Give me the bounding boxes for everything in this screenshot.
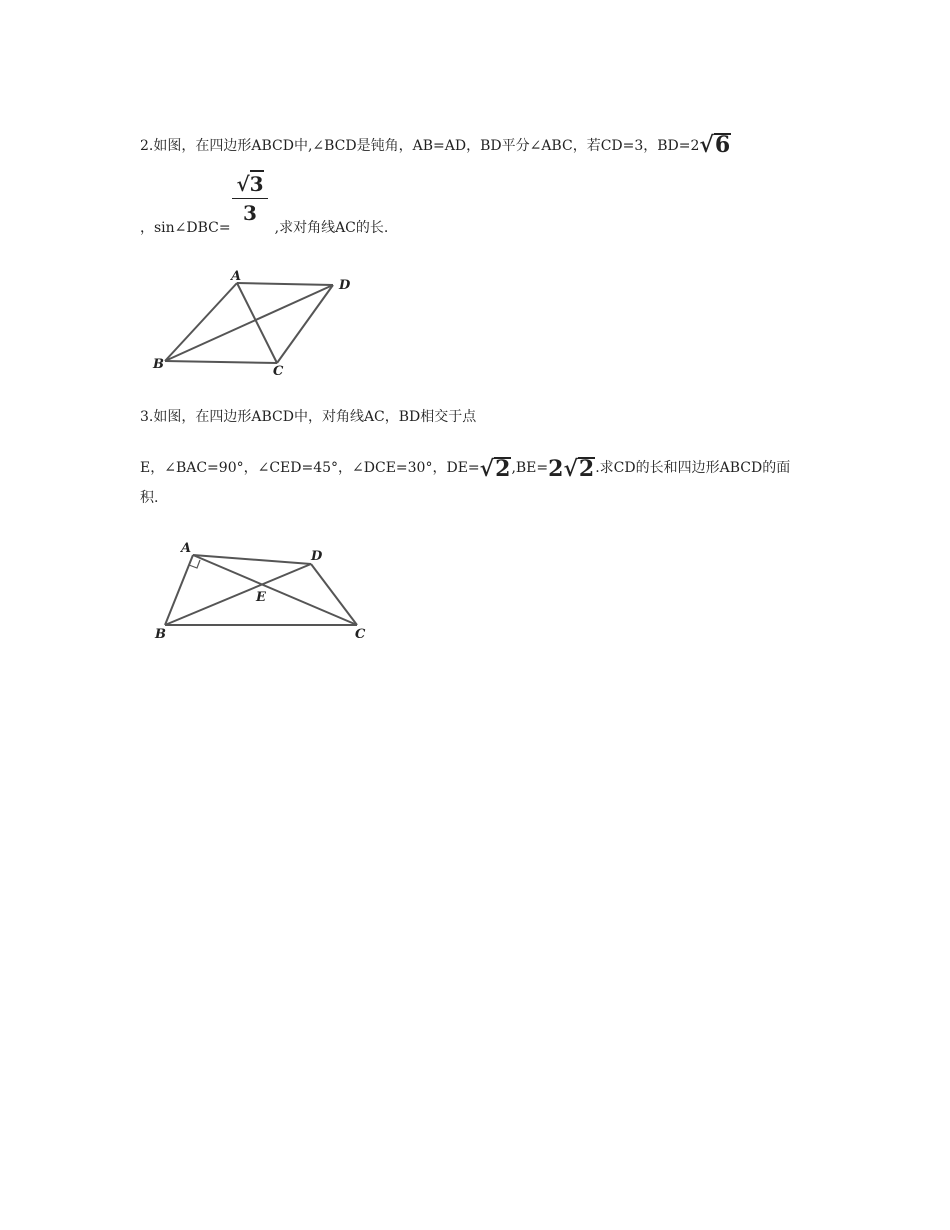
q3-figure	[145, 535, 380, 645]
q3-line1: 3.如图，在四边形ABCD中，对角线AC，BD相交于点	[140, 409, 477, 425]
edge-ab	[165, 283, 237, 361]
edge-ad	[237, 283, 333, 285]
q2-text-1: 2.如图，在四边形ABCD中,∠BCD是钝角，AB=AD，BD平分∠ABC，若CD=3，BD=2	[140, 138, 700, 154]
q3-text-3: .求CD的长和四边形ABCD的面	[595, 460, 791, 476]
q3-line3: 积.	[140, 490, 159, 506]
be-value: 2√2	[548, 456, 595, 482]
label-e: E	[256, 590, 266, 605]
be-coef: 2	[548, 456, 564, 482]
sin-numerator: √3	[236, 172, 264, 196]
q3-text-1: E，∠BAC=90°，∠CED=45°，∠DCE=30°，DE=	[140, 460, 480, 476]
label-c: C	[273, 364, 284, 379]
q2-text-3: ,求对角线AC的长.	[274, 220, 389, 236]
q3-line2	[140, 456, 791, 482]
bd-radicand: 6	[714, 132, 731, 158]
label-a: A	[231, 269, 242, 284]
diagonal-ac	[237, 283, 277, 363]
edge-bc	[165, 361, 277, 363]
bd-sqrt: √6	[699, 132, 731, 158]
be-radicand: 2	[578, 456, 595, 482]
fraction-bar	[232, 198, 268, 199]
q2-figure	[145, 265, 375, 380]
label-c: C	[355, 627, 366, 642]
q2-line1	[140, 133, 731, 156]
q3-text-2: ,BE=	[511, 460, 549, 476]
label-d: D	[339, 278, 351, 293]
label-b: B	[153, 357, 164, 372]
diagonal-ac	[193, 555, 357, 625]
label-d: D	[311, 549, 323, 564]
de-radicand: 2	[495, 456, 511, 482]
sin-num-radicand: 3	[249, 172, 264, 196]
sin-denominator: 3	[243, 201, 257, 225]
q2-text-2: ，sin∠DBC=	[140, 220, 231, 236]
q2-line2	[140, 218, 388, 238]
de-sqrt: √2	[479, 456, 511, 482]
label-b: B	[155, 627, 166, 642]
label-a: A	[181, 541, 192, 556]
diagonal-bd	[165, 285, 333, 361]
